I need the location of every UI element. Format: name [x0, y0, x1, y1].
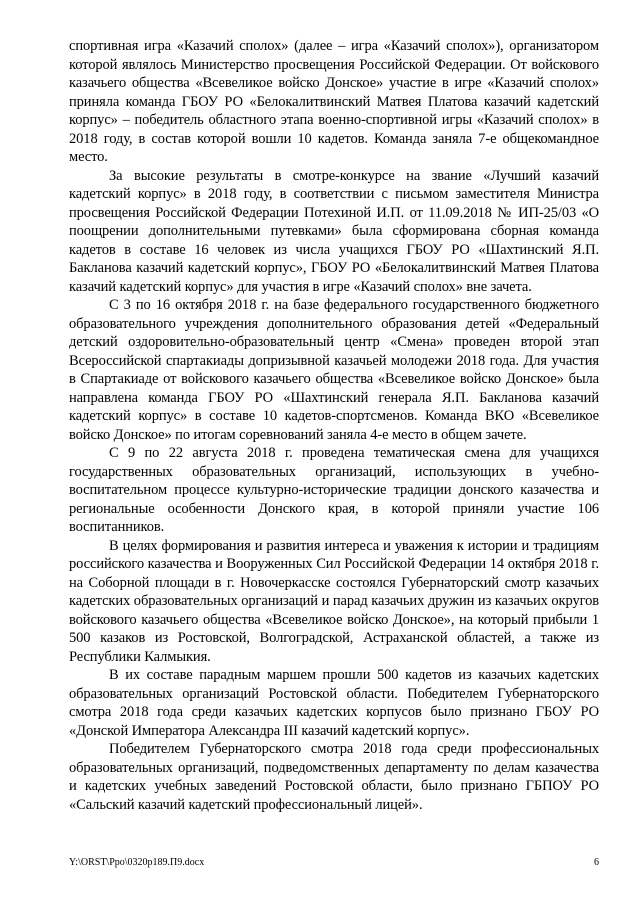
page-number: 6 [594, 857, 599, 868]
paragraph-5: В целях формирования и развития интереса и уважения к истории и традициям российского казачества и Вооруженных Сил Российской Федерации 14 октября 2018 г. на Соборной площади в г. Новочеркасске состоялся Губернаторский смотр казачьих кадетских образовательных организаций и парад казачьих дружин из казачьих округов войскового казачьего общества «Всевеликое войско Донское», на который прибыли 1 500 казаков из Ростовской, Волгоградской, Астраханской областей, а также из Республики Калмыкия. [69, 537, 599, 665]
document-body [69, 37, 599, 814]
paragraph-2: За высокие результаты в смотре-конкурсе на звание «Лучший казачий кадетский корпус» в 2018 году, в соответствии с письмом заместителя Министра просвещения Российской Федерации Потехиной И.П. от 11.09.2018 № ИП-25/03 «О поощрении дополнительными путевками» была сформирована сборная команда кадетов в составе 16 человек из числа учащихся ГБОУ РО «Шахтинский Я.П. Бакланова казачий кадетский корпус», ГБОУ РО «Белокалитвинский Матвея Платова казачий кадетский корпус» для участия в игре «Казачий сполох» вне зачета. [69, 167, 599, 295]
paragraph-6: В их составе парадным маршем прошли 500 кадетов из казачьих кадетских образовательных организаций Ростовской области. Победителем Губернаторского смотра 2018 года среди казачьих кадетских корпусов было признано ГБОУ РО «Донской Императора Александра III казачий кадетский корпус». [69, 667, 599, 739]
file-path: Y:\ORST\Ppo\0320p189.П9.docx [69, 857, 205, 868]
paragraph-4: С 9 по 22 августа 2018 г. проведена тематическая смена для учащихся государственных образовательных организаций, использующих в учебно-воспитательном процессе культурно-исторические традиции донского казачества и региональные особенности Донского края, в которой приняли участие 106 воспитанников. [69, 445, 599, 535]
paragraph-7: Победителем Губернаторского смотра 2018 года среди профессиональных образовательных организаций, подведомственных департаменту по делам казачества и кадетских учебных заведений Ростовской области, было признано ГБПОУ РО «Сальский казачий кадетский профессиональный лицей». [69, 741, 599, 813]
paragraph-3: С 3 по 16 октября 2018 г. на базе федерального государственного бюджетного образовательного учреждения дополнительного образования детей «Федеральный детский оздоровительно-образовательный центр «Смена» проведен второй этап Всероссийской спартакиады допризывной казачьей молодежи 2018 года. Для участия в Спартакиаде от войскового казачьего общества «Всевеликое войско Донское» была направлена команда ГБОУ РО «Шахтинский генерала Я.П. Бакланова казачий кадетский корпус» в составе 10 кадетов-спортсменов. Команда ВКО «Всевеликое войско Донское» по итогам соревнований заняла 4-е место в общем зачете. [69, 297, 599, 443]
paragraph-1: спортивная игра «Казачий сполох» (далее – игра «Казачий сполох»), организатором которой являлось Министерство просвещения Российской Федерации. От войскового казачьего общества «Всевеликое войско Донское» участие в игре «Казачий сполох» приняла команда ГБОУ РО «Белокалитвинский Матвея Платова казачий кадетский корпус» – победитель областного этапа военно-спортивной игры «Казачий сполох» в 2018 году, в состав которой вошли 10 кадетов. Команда заняла 7-е общекомандное место. [69, 38, 599, 165]
page-footer [69, 856, 599, 870]
